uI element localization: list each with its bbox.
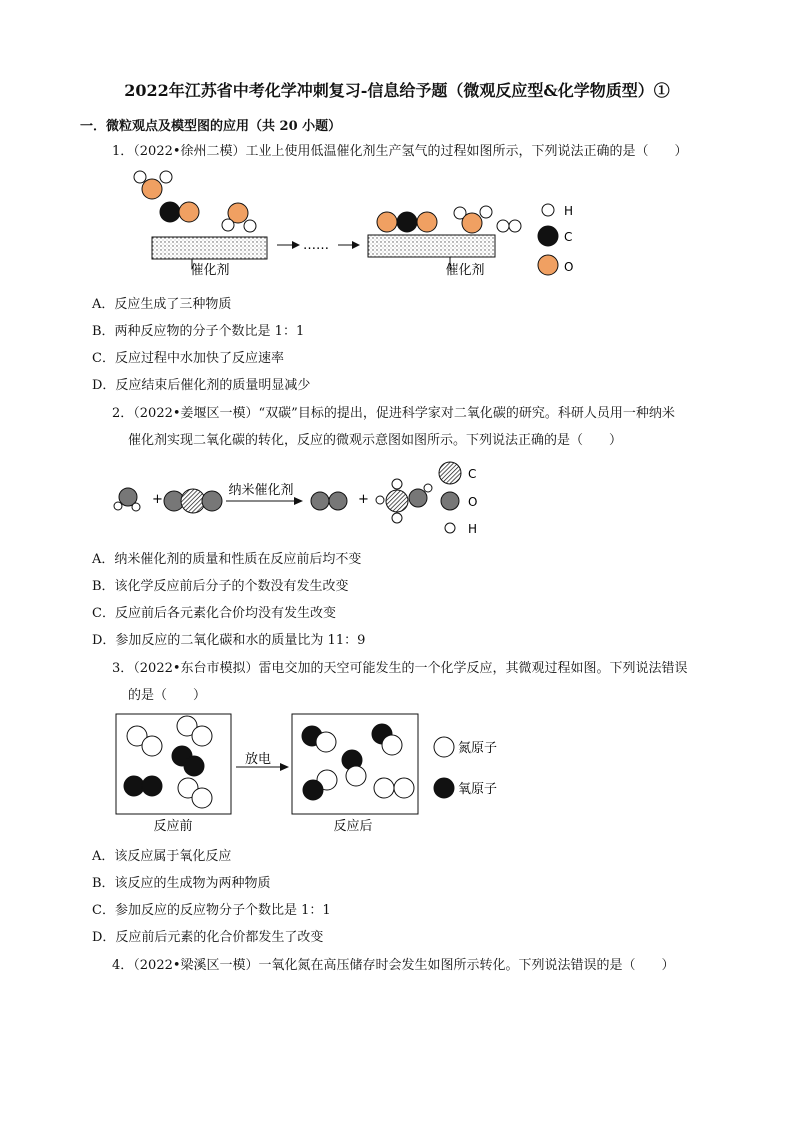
h2-molecule	[497, 220, 521, 232]
water-molecule-2	[222, 203, 256, 232]
q3-diagram	[112, 710, 512, 835]
q2-option-d: D．参加反应的二氧化碳和水的质量比为 11：9	[92, 633, 366, 648]
o2-product	[311, 492, 347, 510]
legend-c: C	[468, 467, 477, 481]
q1-option-c: C．反应过程中水加快了反应速率	[92, 351, 284, 366]
water-reactant	[114, 488, 140, 511]
legend-nitrogen: 氮原子	[458, 741, 498, 756]
q1-option-b: B．两种反应物的分子个数比是 1：1	[92, 324, 305, 339]
q4-stem: 4．（2022•梁溪区一模）一氧化氮在高压储存时会发生如图所示转化。下列说法错误的是（ ）	[112, 958, 675, 973]
catalyst-block-right	[368, 235, 495, 257]
plus-sign-1: +	[152, 492, 163, 507]
q2-option-a: A．纳米催化剂的质量和性质在反应前后均不变	[92, 552, 362, 567]
q2-diagram	[108, 456, 508, 541]
q1-option-a: A．反应生成了三种物质	[92, 297, 232, 312]
water-molecule	[134, 171, 172, 199]
legend-h: H	[468, 522, 478, 536]
legend-o: O	[564, 260, 574, 274]
legend-h: H	[564, 204, 574, 218]
ch3oh-product	[376, 479, 432, 523]
catalyst-label-right: 催化剂	[445, 263, 485, 278]
q1-diagram	[120, 165, 600, 280]
q3-stem-line1: 3．（2022•东台市模拟）雷电交加的天空可能发生的一个化学反应，其微观过程如图。下列说法错误	[112, 661, 688, 676]
q3-option-c: C．参加反应的反应物分子个数比是 1：1	[92, 903, 331, 918]
catalyst-label-left: 催化剂	[190, 263, 230, 278]
ellipsis: ……	[303, 238, 329, 253]
q2-stem-line2: 催化剂实现二氧化碳的转化，反应的微观示意图如图所示。下列说法正确的是（ ）	[128, 433, 623, 448]
arrow-label-nano-catalyst: 纳米催化剂	[228, 483, 294, 498]
q1-stem: 1．（2022•徐州二模）工业上使用低温催化剂生产氢气的过程如图所示，下列说法正确的是（ ）	[112, 144, 688, 159]
arrow-label-discharge: 放电	[244, 752, 272, 767]
q3-option-b: B．该反应的生成物为两种物质	[92, 876, 271, 891]
q3-option-d: D．反应前后元素的化合价都发生了改变	[92, 930, 324, 945]
co2-reactant	[164, 489, 222, 513]
legend-oxygen: 氧原子	[458, 782, 498, 797]
q3-stem-line2: 的是（ ）	[128, 688, 207, 703]
q2-stem-line1: 2．（2022•姜堰区一模）“双碳”目标的提出，促进科学家对二氧化碳的研究。科研人员用一种纳米	[112, 406, 675, 421]
page-title: 2022年江苏省中考化学冲刺复习-信息给予题（微观反应型&化学物质型）①	[124, 81, 670, 100]
co2-molecule	[377, 212, 437, 232]
water-molecule-3	[454, 206, 492, 233]
before-label: 反应前	[153, 819, 193, 834]
q2-option-c: C．反应前后各元素化合价均没有发生改变	[92, 606, 336, 621]
q2-option-b: B．该化学反应前后分子的个数没有发生改变	[92, 579, 349, 594]
legend-c: C	[564, 230, 573, 244]
co-molecule	[160, 202, 199, 222]
section-heading: 一．微粒观点及模型图的应用（共 20 小题）	[80, 119, 342, 134]
after-label: 反应后	[333, 819, 373, 834]
legend-o: O	[468, 495, 478, 509]
plus-sign-2: +	[358, 492, 369, 507]
catalyst-block-left	[152, 237, 267, 259]
q1-option-d: D．反应结束后催化剂的质量明显减少	[92, 378, 311, 393]
q3-option-a: A．该反应属于氧化反应	[92, 849, 232, 864]
